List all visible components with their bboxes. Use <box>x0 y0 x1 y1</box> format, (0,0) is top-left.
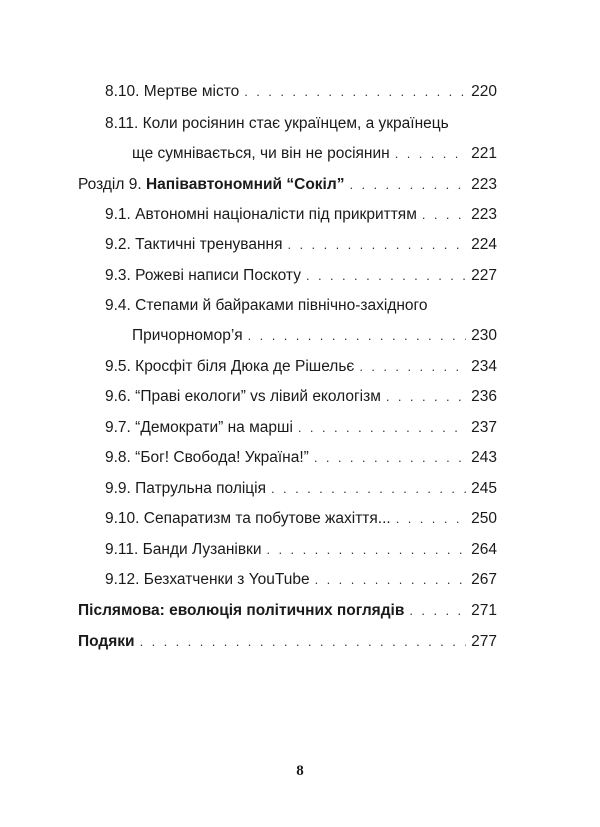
toc-entry-9-4-line1[interactable]: 9.4. Степами й байраками північно-західного <box>105 297 428 314</box>
toc-entry-9-9[interactable] <box>105 479 497 499</box>
toc-entry-page: 271 <box>471 602 497 619</box>
dot-leader <box>306 266 466 286</box>
toc-entry-page: 236 <box>471 388 497 405</box>
toc-entry-9-6[interactable] <box>105 387 497 407</box>
toc-entry-title: 9.9. Патрульна поліція <box>105 480 267 497</box>
dot-leader <box>140 632 467 652</box>
toc-entry-9-11[interactable] <box>105 540 497 560</box>
toc-entry-9-8[interactable] <box>105 448 497 468</box>
dot-leader <box>298 418 466 438</box>
dot-leader <box>271 479 466 499</box>
toc-entry-title: 9.5. Кросфіт біля Дюка де Рішельє <box>105 358 355 375</box>
chapter-prefix: Розділ 9. <box>78 176 146 193</box>
dot-leader <box>315 570 467 590</box>
toc-acknowledgements[interactable] <box>78 632 497 652</box>
toc-afterword[interactable] <box>78 601 497 621</box>
dot-leader <box>396 509 466 529</box>
toc-entry-9-5[interactable] <box>105 357 497 377</box>
toc-entry-9-1[interactable] <box>105 205 497 225</box>
toc-entry-title: 9.1. Автономні націоналісти під прикриттям <box>105 206 417 223</box>
toc-entry-page: 224 <box>471 236 497 253</box>
dot-leader <box>386 387 466 407</box>
dot-leader <box>314 448 466 468</box>
toc-chapter-9[interactable] <box>78 175 497 195</box>
toc-entry-8-11-line1[interactable]: 8.11. Коли росіянин стає українцем, а українець <box>105 115 449 132</box>
toc-entry-title: ще сумнівається, чи він не росіянин <box>132 145 390 162</box>
toc-entry-page: 221 <box>471 145 497 162</box>
toc-entry-title: 9.7. “Демократи” на марші <box>105 419 293 436</box>
dot-leader <box>288 235 467 255</box>
chapter-name: Напівавтономний “Сокіл” <box>145 176 345 193</box>
toc-entry-page: 264 <box>471 541 497 558</box>
toc-entry-9-2[interactable] <box>105 235 497 255</box>
toc-entry-title: 9.10. Сепаратизм та побутове жахіття... <box>105 510 391 527</box>
dot-leader <box>267 540 467 560</box>
toc-entry-page: 245 <box>471 480 497 497</box>
toc-entry-8-11[interactable] <box>132 144 497 164</box>
toc-entry-title: 8.10. Мертве місто <box>105 83 240 100</box>
toc-entry-page: 237 <box>471 419 497 436</box>
toc-entry-page: 277 <box>471 633 497 650</box>
dot-leader <box>359 357 466 377</box>
dot-leader <box>349 175 466 195</box>
dot-leader <box>409 601 466 621</box>
toc-entry-page: 223 <box>471 176 497 193</box>
toc-entry-8-10[interactable] <box>105 82 497 102</box>
toc-entry-title: Причорномор’я <box>132 327 243 344</box>
toc-entry-9-7[interactable] <box>105 418 497 438</box>
dot-leader <box>248 326 466 346</box>
toc-entry-title: 9.8. “Бог! Свобода! Україна!” <box>105 449 309 466</box>
toc-entry-title: 9.11. Банди Лузанівки <box>105 541 262 558</box>
toc-entry-title: 9.3. Рожеві написи Поскоту <box>105 267 301 284</box>
toc-entry-page: 234 <box>471 358 497 375</box>
toc-chapter-title <box>78 175 344 195</box>
toc-entry-page: 223 <box>471 206 497 223</box>
toc-entry-page: 243 <box>471 449 497 466</box>
toc-entry-9-3[interactable] <box>105 266 497 286</box>
toc-entry-page: 220 <box>471 83 497 100</box>
toc-entry-9-4[interactable] <box>132 326 497 346</box>
toc-entry-title: 9.12. Безхатченки з YouTube <box>105 571 310 588</box>
toc-entry-page: 250 <box>471 510 497 527</box>
dot-leader <box>395 144 466 164</box>
toc-entry-title: 9.2. Тактичні тренування <box>105 236 283 253</box>
toc-entry-title: 9.6. “Праві екологи” vs лівий екологізм <box>105 388 381 405</box>
toc-entry-9-10[interactable] <box>105 509 497 529</box>
toc-entry-title: Післямова: еволюція політичних поглядів <box>78 602 405 619</box>
toc-entry-9-12[interactable] <box>105 570 497 590</box>
toc-entry-title: Подяки <box>78 633 135 650</box>
toc-entry-page: 230 <box>471 327 497 344</box>
toc-entry-page: 227 <box>471 267 497 284</box>
dot-leader <box>244 82 466 102</box>
toc-entry-page: 267 <box>471 571 497 588</box>
page-number: 8 <box>296 763 304 779</box>
dot-leader <box>422 205 466 225</box>
